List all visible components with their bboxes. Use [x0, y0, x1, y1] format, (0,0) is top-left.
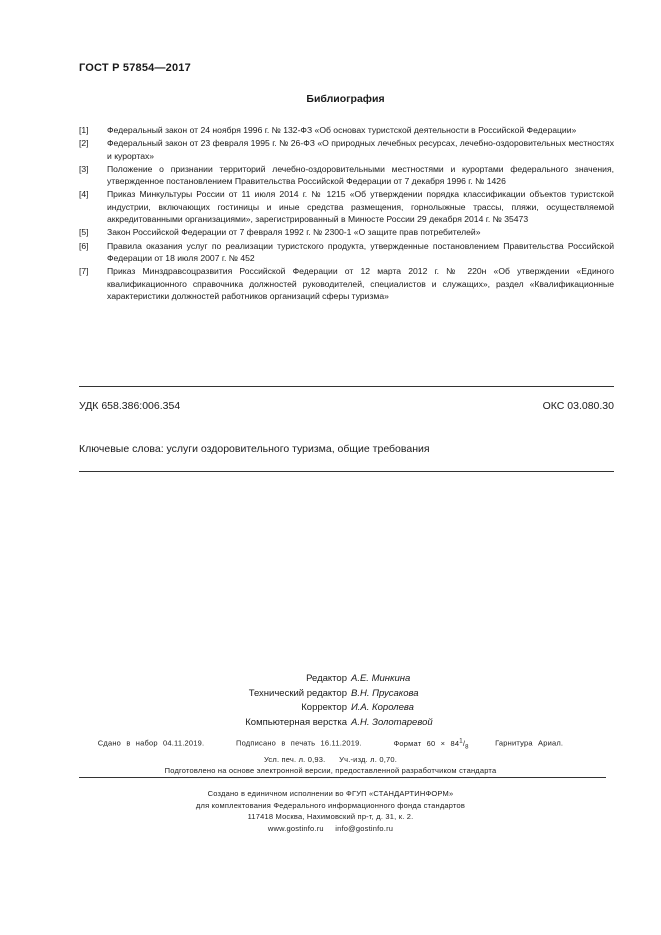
credit-name: А.Н. Золотаревой	[351, 716, 433, 728]
format-denominator: 8	[465, 744, 469, 750]
printed-sheets: Усл. печ. л. 0,93.	[263, 754, 326, 764]
item-number: [2]	[79, 138, 89, 149]
oks-code: ОКС 03.080.30	[542, 400, 614, 412]
item-number: [6]	[79, 240, 89, 251]
credit-role: Редактор	[306, 673, 347, 684]
bibliography-item	[79, 137, 614, 162]
typeface: Гарнитура Ариал.	[495, 738, 564, 748]
divider-footer	[79, 777, 606, 778]
publisher-sheets: Уч.-изд. л. 0,70.	[339, 754, 398, 764]
credit-role: Корректор	[301, 702, 347, 713]
imprint-line	[0, 754, 661, 766]
imprint-block	[0, 736, 661, 777]
set-date: Сдано в набор 04.11.2019.	[97, 738, 205, 748]
keywords: Ключевые слова: услуги оздоровительного туризма, общие требования	[79, 443, 430, 455]
item-number: [5]	[79, 227, 89, 238]
credit-row	[0, 701, 661, 716]
bibliography-list	[79, 124, 614, 303]
footer-address: 117418 Москва, Нахимовский пр-т, д. 31, к. 2.	[247, 812, 414, 821]
item-text: Федеральный закон от 23 февраля 1995 г. № 26-ФЗ «О природных лечебных ресурсах, лечебно-оздоровительных местностях и курортах»	[107, 138, 614, 161]
bibliography-item	[79, 124, 614, 136]
footer-block	[0, 788, 661, 834]
item-text: Положение о признании территорий лечебно-оздоровительными местностями и курортами федерального значения, утвержденное постановлением Правительства Российской Федерации от 7 декабря 1996 г. № 1426	[107, 163, 614, 187]
bibliography-item	[79, 188, 614, 225]
credit-row	[0, 716, 661, 731]
standard-designation: ГОСТ Р 57854—2017	[79, 62, 191, 74]
credit-name: В.Н. Прусакова	[351, 687, 419, 699]
item-text: Приказ Минздравсоцразвития Российской Федерации от 12 марта 2012 г. № 220н «Об утверждении «Единого квалификационного справочника должностей руководителей, специалистов и служащих», раздел «Квалификационные характеристики должностей работников организаций сферы туризма»	[107, 266, 614, 301]
footer-line: для комплектования Федерального информационного фонда стандартов	[195, 800, 466, 810]
credit-row	[0, 672, 661, 687]
paper-format: Формат $60 \times 84^1/_8$	[393, 738, 469, 750]
item-text: Правила оказания услуг по реализации туристского продукта, утвержденные постановлением Правительства Российской Федерации от 18 июля 2007 г. № 452	[107, 240, 614, 263]
divider-keywords	[79, 471, 614, 472]
footer-contacts	[0, 823, 661, 835]
format-numerator: 1	[459, 738, 463, 744]
sign-date: Подписано в печать 16.11.2019.	[236, 738, 362, 748]
credit-name: А.Е. Минкина	[351, 673, 411, 684]
prepared-note: Подготовлено на основе электронной версии, предоставленной разработчиком стандарта	[164, 766, 497, 775]
item-text: Федеральный закон от 24 ноября 1996 г. № 132-ФЗ «Об основах туристской деятельности в Российской Федерации»	[107, 125, 577, 135]
imprint-line	[0, 736, 661, 754]
credit-name: И.А. Королева	[351, 702, 414, 713]
bibliography-title: Библиография	[306, 93, 385, 105]
website-link[interactable]: www.gostinfo.ru	[267, 823, 324, 833]
bibliography-item	[79, 163, 614, 188]
credit-role: Технический редактор	[248, 687, 347, 699]
item-number: [7]	[79, 266, 89, 277]
credits-block	[0, 672, 661, 730]
item-number: [4]	[79, 189, 89, 200]
item-text: Приказ Минкультуры России от 11 июля 2014 г. № 1215 «Об утверждении порядка классификации объектов туристской индустрии, включающих гостиницы и иные средства размещения, горнолыжные трассы, пляжи, осуществляемой аккредитованными организациями», зарегистрированный в Минюсте России 29 декабря 2014 г. № 35473	[107, 189, 614, 225]
divider-top	[79, 386, 614, 387]
credit-role: Компьютерная верстка	[245, 716, 347, 728]
footer-line: Создано в единичном исполнении во ФГУП «СТАНДАРТИНФОРМ»	[207, 789, 454, 798]
bibliography-item	[79, 226, 614, 238]
udk-code: УДК 658.386:006.354	[79, 400, 181, 412]
bibliography-item	[79, 265, 614, 302]
bibliography-item	[79, 240, 614, 265]
item-number: [1]	[79, 125, 89, 135]
credit-row	[0, 687, 661, 702]
item-text: Закон Российской Федерации от 7 февраля 1992 г. № 2300-1 «О защите прав потребителей»	[107, 227, 481, 238]
item-number: [3]	[79, 163, 89, 174]
format-prefix: Формат 60 × 84	[393, 738, 460, 748]
email-link[interactable]: info@gostinfo.ru	[335, 823, 394, 833]
